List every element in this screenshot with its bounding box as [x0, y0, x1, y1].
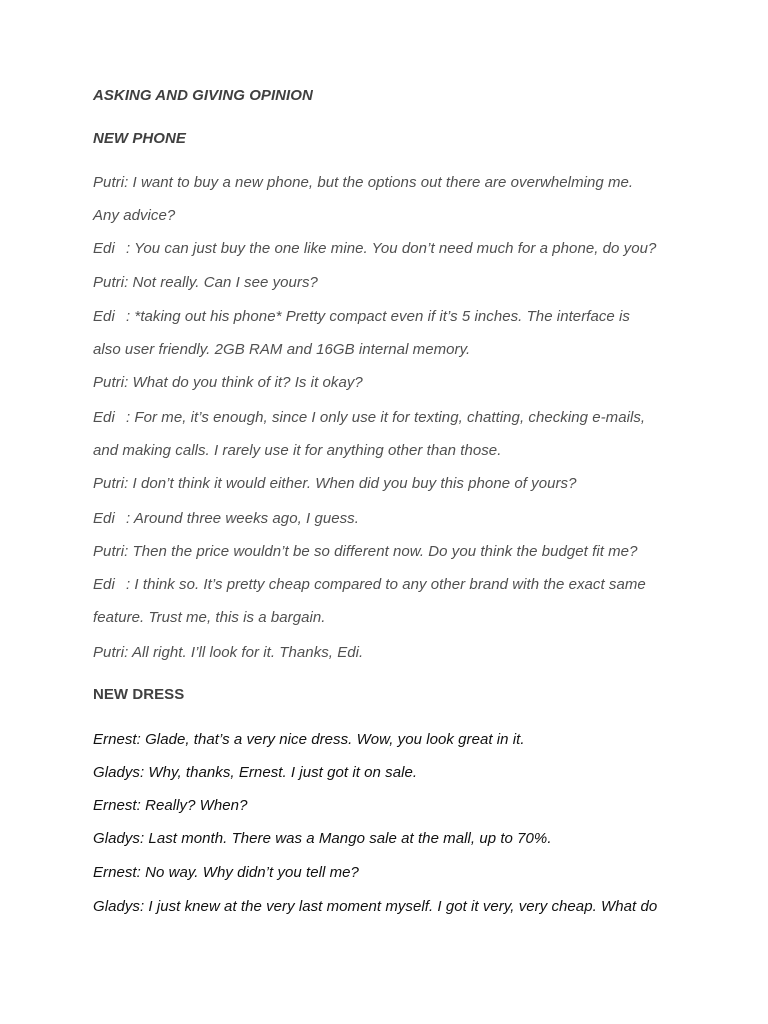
dialogue-line [93, 174, 633, 192]
dialogue-text: What do you think of it? Is it okay? [128, 374, 363, 391]
speaker-label: Edi [93, 576, 115, 593]
speaker-label: Edi [93, 240, 115, 257]
dialogue-text: Really? When? [140, 797, 248, 814]
speaker-label: Putri: [93, 543, 129, 560]
dialogue-text: Then the price wouldn’t be so different now. Do you think the budget fit me? [128, 543, 638, 560]
dialogue-line [93, 341, 470, 359]
dialogue-line [93, 764, 417, 782]
dialogue-text: All right. I’ll look for it. Thanks, Edi. [128, 644, 364, 661]
dialogue-line [93, 731, 525, 749]
speaker-label: Ernest: [93, 731, 141, 748]
dialogue-line [93, 543, 637, 561]
dialogue-text: Glade, that’s a very nice dress. Wow, you look great in it. [140, 731, 525, 748]
dialogue-text: and making calls. I rarely use it for anything other than those. [93, 442, 502, 459]
speaker-label: Gladys: [93, 830, 145, 847]
dialogue-text: Not really. Can I see yours? [128, 274, 318, 291]
dialogue-line [93, 510, 359, 528]
speaker-label: Putri: [93, 644, 129, 661]
dialogue-text: : *taking out his phone* Pretty compact even if it’s 5 inches. The interface is [126, 308, 630, 325]
speaker-label: Putri: [93, 475, 129, 492]
speaker-label: Gladys: [93, 898, 145, 915]
speaker-label: Edi [93, 409, 115, 426]
speaker-label: Putri: [93, 174, 129, 191]
dialogue-line [93, 898, 657, 916]
dialogue-line [93, 374, 363, 392]
speaker-label: Gladys: [93, 764, 145, 781]
dialogue-text: also user friendly. 2GB RAM and 16GB internal memory. [93, 341, 471, 358]
dialogue-text: Last month. There was a Mango sale at the mall, up to 70%. [144, 830, 552, 847]
section-heading-new-dress: NEW DRESS [93, 686, 185, 703]
dialogue-line [93, 240, 656, 258]
speaker-label: Ernest: [93, 864, 141, 881]
document-title: ASKING AND GIVING OPINION [93, 87, 313, 104]
dialogue-text: Why, thanks, Ernest. I just got it on sale. [144, 764, 418, 781]
dialogue-text: : For me, it’s enough, since I only use it for texting, chatting, checking e-mails, [126, 409, 646, 426]
dialogue-text: Any advice? [93, 207, 176, 224]
dialogue-line [93, 274, 318, 292]
dialogue-text: : Around three weeks ago, I guess. [126, 510, 359, 527]
dialogue-text: : I think so. It’s pretty cheap compared to any other brand with the exact same [126, 576, 646, 593]
dialogue-text: I don’t think it would either. When did you buy this phone of yours? [128, 475, 577, 492]
dialogue-line [93, 576, 646, 594]
dialogue-text: I want to buy a new phone, but the options out there are overwhelming me. [128, 174, 634, 191]
dialogue-line [93, 442, 501, 460]
dialogue-text: : You can just buy the one like mine. You don’t need much for a phone, do you? [126, 240, 657, 257]
section-heading-new-phone: NEW PHONE [93, 130, 186, 147]
dialogue-line [93, 207, 175, 225]
dialogue-line [93, 644, 363, 662]
dialogue-line [93, 797, 247, 815]
speaker-label: Edi [93, 308, 115, 325]
speaker-label: Ernest: [93, 797, 141, 814]
dialogue-text: feature. Trust me, this is a bargain. [93, 609, 326, 626]
dialogue-text: I just knew at the very last moment myself. I got it very, very cheap. What do [144, 898, 658, 915]
dialogue-line [93, 475, 576, 493]
dialogue-line [93, 830, 552, 848]
dialogue-text: No way. Why didn’t you tell me? [140, 864, 359, 881]
speaker-label: Putri: [93, 274, 129, 291]
dialogue-line [93, 308, 630, 326]
dialogue-line [93, 609, 326, 627]
speaker-label: Edi [93, 510, 115, 527]
speaker-label: Putri: [93, 374, 129, 391]
dialogue-line [93, 864, 359, 882]
dialogue-line [93, 409, 645, 427]
